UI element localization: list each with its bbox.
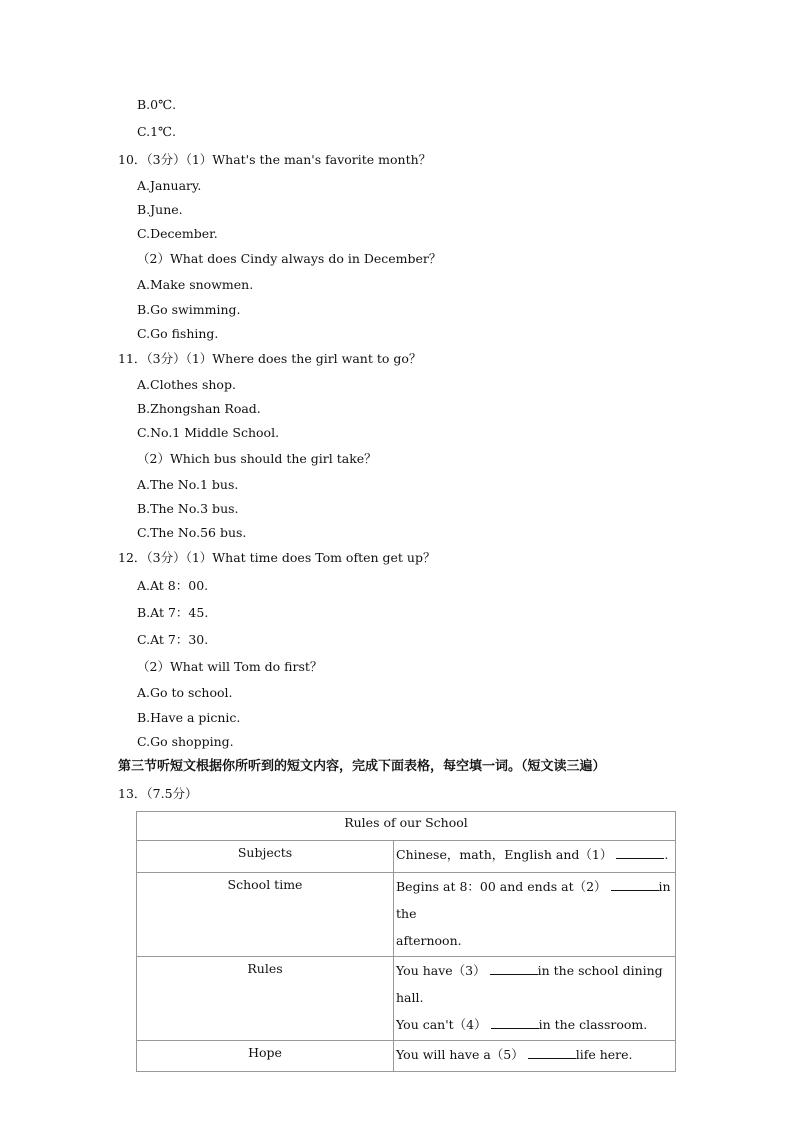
q11-1-option-c: C.No.1 Middle School.	[137, 425, 280, 440]
q11-1-option-a: A.Clothes shop.	[137, 377, 236, 392]
q13-question: 13．（7.5分）	[118, 786, 198, 801]
q12-question: 12．（3分）（1）What time does Tom often get up？	[118, 550, 436, 565]
table-row	[137, 841, 676, 873]
row-label-subjects: Subjects	[137, 841, 394, 873]
school-time-text-3: afternoon.	[396, 933, 462, 948]
row-label-school-time: School time	[137, 873, 394, 957]
school-time-text: Begins at 8：00 and ends at（2）	[396, 879, 607, 894]
table-title-row	[137, 812, 676, 841]
q11-2-option-a: A.The No.1 bus.	[137, 477, 239, 492]
q10-2-option-c: C.Go fishing.	[137, 326, 219, 341]
q9-option-c: C.1℃.	[137, 124, 177, 139]
q12-1-option-c: C.At 7：30.	[137, 632, 209, 647]
q10-question: 10．（3分）（1）What's the man's favorite month？	[118, 152, 432, 167]
q11-2-option-c: C.The No.56 bus.	[137, 525, 247, 540]
blank-1[interactable]	[616, 846, 664, 859]
school-time-text-2: in the	[396, 879, 671, 921]
table-row	[137, 873, 676, 957]
blank-2[interactable]	[611, 878, 659, 891]
q12-2-option-c: C.Go shopping.	[137, 734, 234, 749]
table-row	[137, 1041, 676, 1072]
rules-table	[136, 811, 676, 1072]
q12-2-option-a: A.Go to school.	[137, 685, 233, 700]
rules-text-1: You have（3）	[396, 963, 486, 978]
q10-2-question: （2）What does Cindy always do in December？	[137, 251, 442, 266]
row-content-rules	[394, 957, 676, 1041]
row-content-subjects	[394, 841, 676, 873]
rules-text-2: in the school dining hall.	[396, 963, 663, 1005]
q11-question: 11．（3分）（1）Where does the girl want to go？	[118, 351, 422, 366]
row-content-hope	[394, 1041, 676, 1072]
subjects-text: Chinese，math，English and（1）	[396, 847, 613, 862]
q11-1-option-b: B.Zhongshan Road.	[137, 401, 261, 416]
q10-2-option-b: B.Go swimming.	[137, 302, 241, 317]
table-row	[137, 957, 676, 1041]
q9-option-b: B.0℃.	[137, 97, 177, 112]
q10-1-option-c: C.December.	[137, 226, 218, 241]
q12-2-question: （2）What will Tom do first？	[137, 659, 323, 674]
q12-1-option-b: B.At 7：45.	[137, 605, 209, 620]
q12-2-option-b: B.Have a picnic.	[137, 710, 241, 725]
q11-2-question: （2）Which bus should the girl take？	[137, 451, 377, 466]
section-3-heading: 第三节听短文根据你所听到的短文内容，完成下面表格，每空填一词。（短文读三遍）	[118, 759, 606, 774]
hope-text: You will have a（5）	[396, 1047, 524, 1062]
row-label-hope: Hope	[137, 1041, 394, 1072]
q11-2-option-b: B.The No.3 bus.	[137, 501, 239, 516]
q12-1-option-a: A.At 8：00.	[137, 578, 209, 593]
hope-text-2: life here.	[575, 1047, 633, 1062]
q10-1-option-a: A.January.	[137, 178, 202, 193]
blank-3[interactable]	[490, 962, 538, 975]
subjects-end: .	[664, 847, 669, 862]
row-label-rules: Rules	[137, 957, 394, 1041]
q10-1-option-b: B.June.	[137, 202, 183, 217]
blank-5[interactable]	[528, 1046, 576, 1059]
table-title: Rules of our School	[137, 812, 676, 841]
q10-2-option-a: A.Make snowmen.	[137, 277, 254, 292]
rules-text-4: in the classroom.	[538, 1017, 648, 1032]
rules-text-3: You can't（4）	[396, 1017, 487, 1032]
blank-4[interactable]	[491, 1016, 539, 1029]
row-content-school-time	[394, 873, 676, 957]
